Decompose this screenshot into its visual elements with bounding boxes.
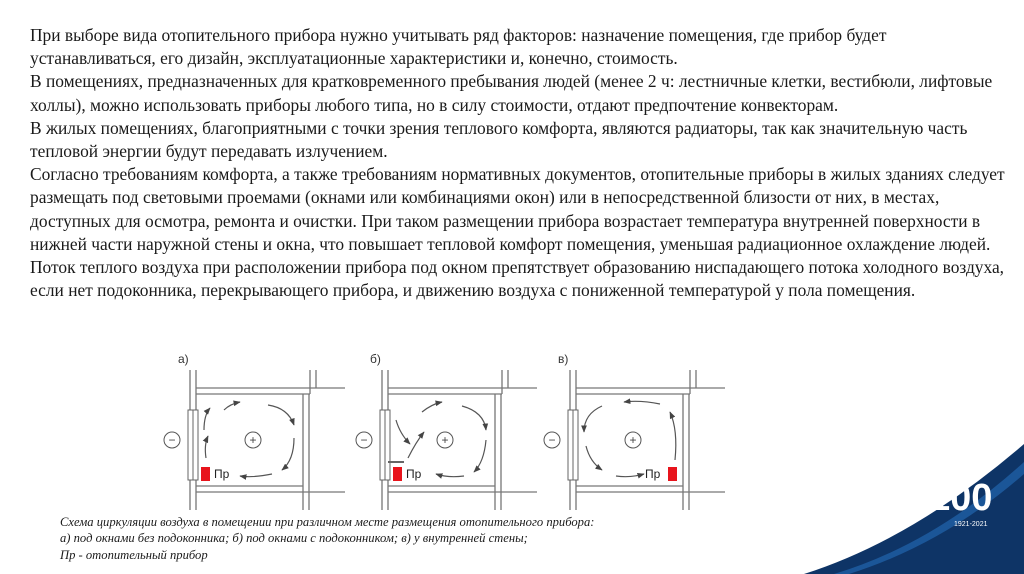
device-label: Пр [214,467,230,481]
paragraph-2: В помещениях, предназначенных для кратковременного пребывания людей (менее 2 ч: лестничные клетки, вестибюли, лифтовые холлы), можно использовать приборы любого типа, но в силу стоимости, отдают предпочтение конвекторам. [30,71,993,115]
paragraph-4: Согласно требованиям комфорта, а также требованиям нормативных документов, отопительные приборы в жилых зданиях следует размещать под световыми проемами (окнами или комбинациями окон) или в непосредственной близости от них, в местах, доступных для осмотра, ремонта и очистки. При таком размещении прибора возрастает температура внутренней поверхности в нижней части наружной стены и окна, что повышает тепловой комфорт помещения, уменьшая радиационное охлаждение людей. Поток теплого воздуха при расположении прибора под окном препятствует образованию ниспадающего потока холодного воздуха, если нет подоконника, перекрывающего прибора, и движению воздуха с пониженной температурой у пола помещения. [30,164,1005,301]
svg-text:−: − [168,433,176,447]
main-text [30,24,1005,302]
caption-line-2: а) под окнами без подоконника; б) под окнами с подоконником; в) у внутренней стены; [60,531,528,546]
paragraph-3: В жилых помещениях, благоприятными с точки зрения теплового комфорта, являются радиаторы, так как значительную часть тепловой энергии будут передавать излучением. [30,117,968,162]
logo-number: 100 [929,477,993,519]
svg-text:−: − [360,433,368,447]
device-marker [668,467,677,481]
device-label: Пр [406,467,422,481]
device-label: Пр [645,467,661,481]
anniversary-logo [764,444,1024,574]
diagram-b [352,370,537,510]
caption-line-3: Пр - отопительный прибор [60,547,208,562]
logo-years: 1921-2021 [954,521,988,528]
diagram-a [160,370,345,510]
diagram-c [540,370,725,510]
svg-text:+: + [249,433,257,447]
diagram-c-label: в) [558,352,569,366]
device-marker [393,467,402,481]
device-marker [201,467,210,481]
svg-text:−: − [548,433,556,447]
svg-text:+: + [441,433,449,447]
figure-caption [60,514,780,563]
caption-line-1: Схема циркуляции воздуха в помещении при различном месте размещения отопительного прибора: [60,515,595,529]
diagram-b-label: б) [370,352,381,366]
svg-text:+: + [629,433,637,447]
paragraph-1: При выборе вида отопительного прибора нужно учитывать ряд факторов: назначение помещения, где прибор будет устанавливаться, его дизайн, эксплуатационные характеристики и, конечно, стоимость. [30,25,887,69]
diagram-a-label: а) [178,352,189,366]
